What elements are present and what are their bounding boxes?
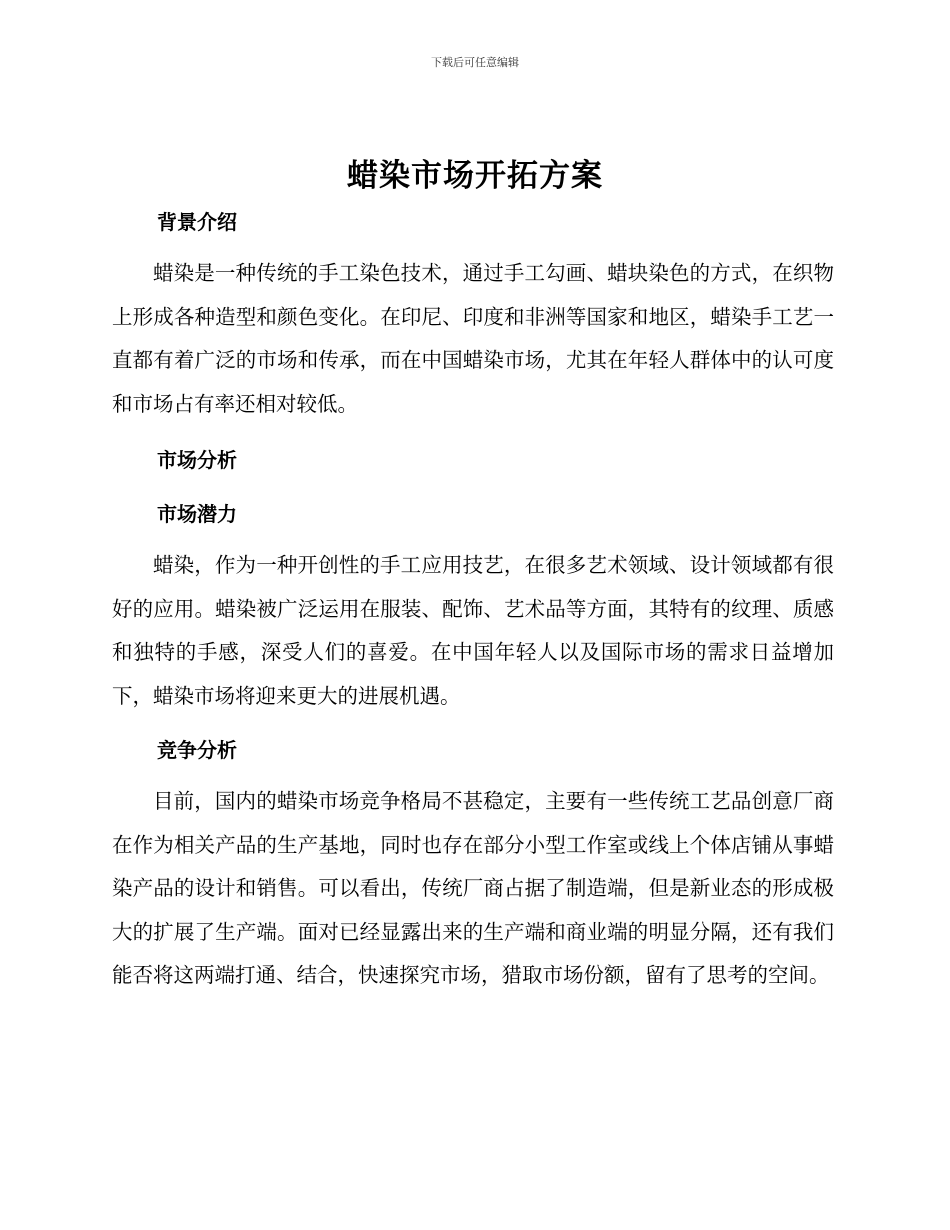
section-heading-competition-analysis: 竞争分析 [157,738,237,762]
header-note: 下载后可任意编辑 [431,56,519,69]
section-heading-market-potential: 市场潜力 [157,502,237,526]
page-title: 蜡染市场开拓方案 [347,158,603,194]
section-paragraph-market-potential: 蜡染，作为一种开创性的手工应用技艺，在很多艺术领域、设计领域都有很好的应用。蜡染被广泛运用在服装、配饰、艺术品等方面，其特有的纹理、质感和独特的手感，深受人们的喜爱。在中国年轻人以及国际市场的需求日益增加下，蜡染市场将迎来更大的进展机遇。 [112,553,834,708]
section-heading-market-analysis: 市场分析 [157,448,237,472]
section-paragraph-background: 蜡染是一种传统的手工染色技术，通过手工勾画、蜡块染色的方式，在织物上形成各种造型和颜色变化。在印尼、印度和非洲等国家和地区，蜡染手工艺一直都有着广泛的市场和传承，而在中国蜡染市场，尤其在年轻人群体中的认可度和市场占有率还相对较低。 [112,261,834,416]
section-paragraph-competition-analysis: 目前，国内的蜡染市场竞争格局不甚稳定，主要有一些传统工艺品创意厂商在作为相关产品的生产基地，同时也存在部分小型工作室或线上个体店铺从事蜡染产品的设计和销售。可以看出，传统厂商占据了制造端，但是新业态的形成极大的扩展了生产端。面对已经显露出来的生产端和商业端的明显分隔，还有我们能否将这两端打通、结合，快速探究市场，猎取市场份额，留有了思考的空间。 [112,789,834,987]
section-heading-background: 背景介绍 [157,210,237,234]
